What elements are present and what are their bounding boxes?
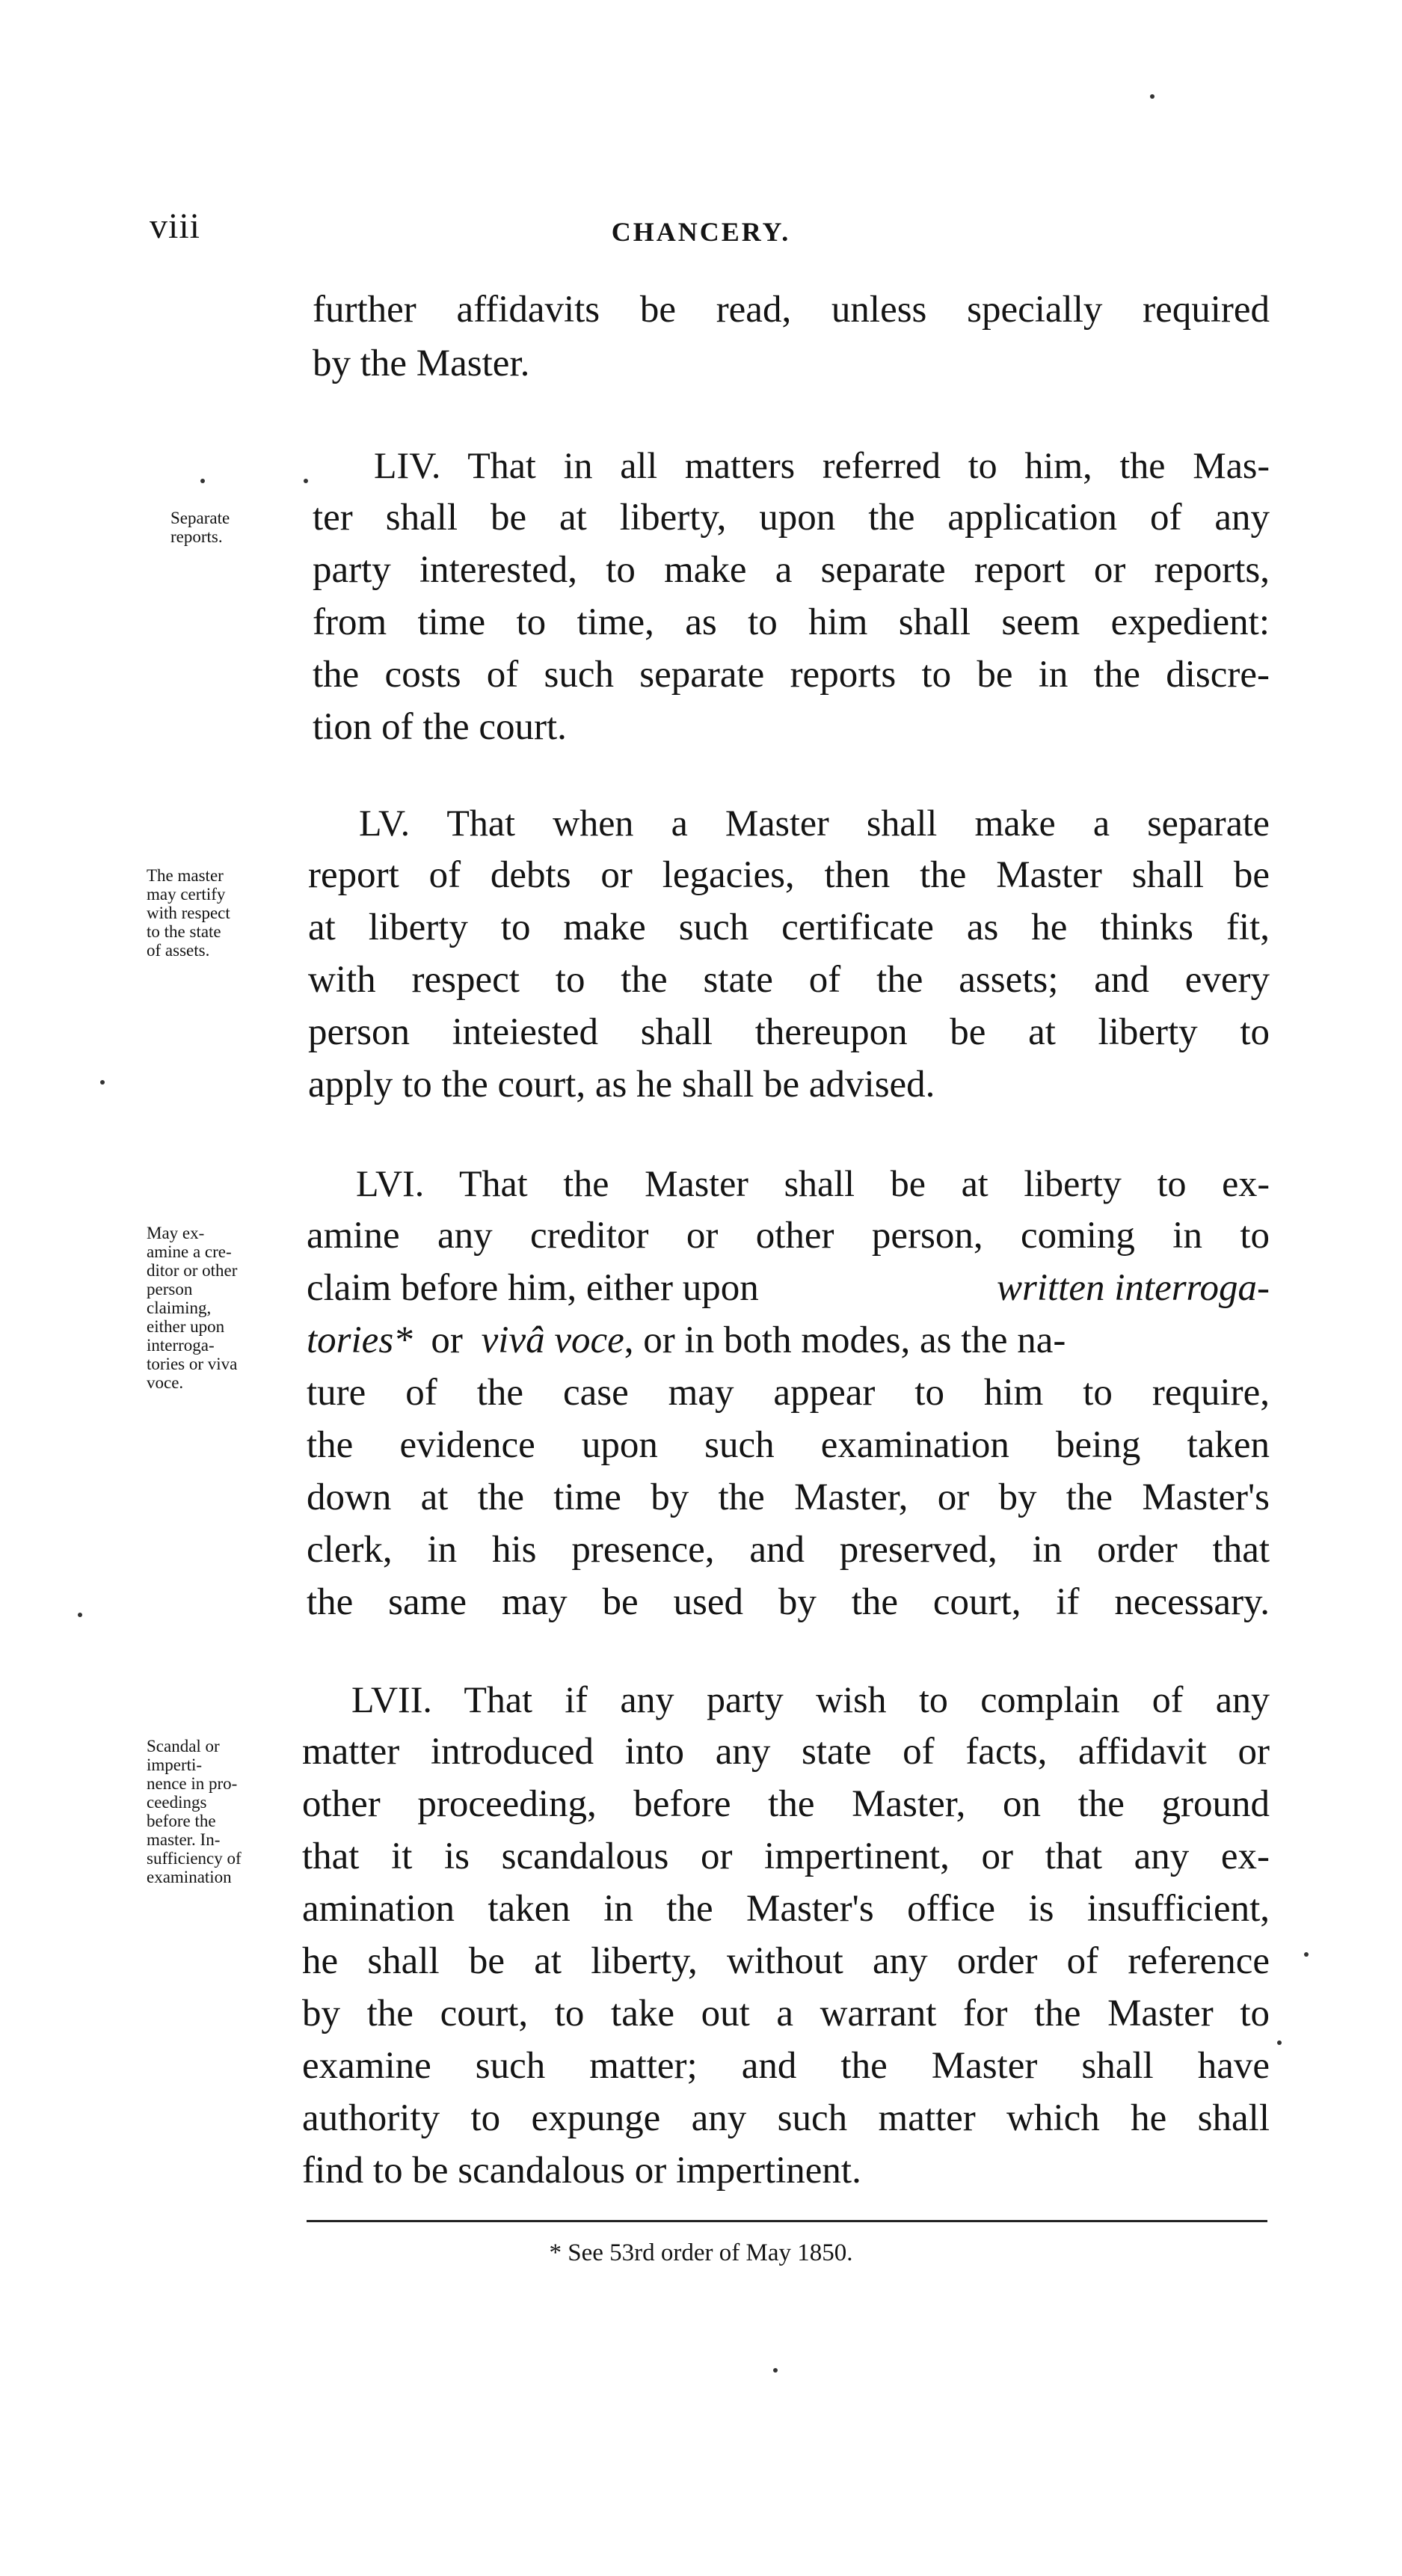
text-line: tion of the court. [313,706,567,748]
margin-note-scandal-impertinence: Scandal or imperti- nence in pro- ceedings before the master. In- sufficiency of examination [147,1737,242,1886]
text-line: apply to the court, as he shall be advised. [308,1064,935,1105]
text-line: matter introduced into any state of facts, affidavit or [302,1731,1270,1773]
text-line: by the Master. [313,343,530,384]
scan-speck [100,1080,105,1085]
italic-run: tories* [307,1319,413,1361]
text-line: down at the time by the Master, or by the Master's [307,1476,1270,1518]
text-run: or [431,1319,463,1361]
text-line: the same may be used by the court, if necessary. [307,1581,1270,1623]
margin-note-separate-reports: Separate reports. [170,509,230,546]
italic-run: written interroga- [996,1267,1270,1309]
scan-speck [773,2368,778,2373]
text-line: party interested, to make a separate report or reports, [313,549,1270,591]
text-line: ture of the case may appear to him to require, [307,1372,1270,1414]
scan-speck [1277,2040,1282,2045]
margin-note-master-may-certify: The master may certify with respect to the state of assets. [147,866,230,960]
text-line: authority to expunge any such matter which he shall [302,2097,1270,2139]
text-line-with-italics [307,1261,1270,1315]
article-lvi-opening: LVI. That the Master shall be at liberty to ex- [356,1162,1270,1204]
running-title: CHANCERY. [611,217,791,247]
text-line: at liberty to make such certificate as he thinks fit, [308,907,1270,948]
scan-speck [1150,94,1155,99]
text-line: from time to time, as to him shall seem expedient: [313,601,1270,643]
page-number: viii [150,206,201,246]
article-lv-opening: LV. That when a Master shall make a separate [359,802,1270,844]
scan-speck [304,479,308,483]
footnote-rule [307,2220,1267,2222]
text-line: clerk, in his presence, and preserved, in order that [307,1529,1270,1571]
page-header [0,206,1402,251]
article-liv-opening: LIV. That in all matters referred to him, the Mas- [374,444,1270,486]
footnote: * See 53rd order of May 1850. [549,2239,853,2266]
text-line-with-italics [307,1313,1270,1367]
margin-note-may-examine-creditor: May ex- amine a cre- ditor or other person claiming, either upon interroga- tories or viva voce. [147,1224,238,1392]
text-line: person inteiested shall thereupon be at liberty to [308,1011,1270,1053]
text-line: find to be scandalous or impertinent. [302,2150,861,2192]
text-line: with respect to the state of the assets; and every [308,959,1270,1001]
text-line: amination taken in the Master's office is insufficient, [302,1888,1270,1930]
text-line: further affidavits be read, unless specially required [313,289,1270,331]
text-line: report of debts or legacies, then the Master shall be [308,854,1270,896]
text-line: that it is scandalous or impertinent, or that any ex- [302,1836,1270,1877]
text-line: he shall be at liberty, without any order of reference [302,1940,1270,1982]
text-line: ter shall be at liberty, upon the application of any [313,497,1270,539]
text-run: claim before him, either upon [307,1267,759,1309]
scan-speck [78,1613,82,1617]
scan-speck [200,479,205,483]
text-line: the costs of such separate reports to be in the discre- [313,654,1270,696]
text-line: examine such matter; and the Master shall have [302,2045,1270,2087]
text-line: the evidence upon such examination being taken [307,1424,1270,1466]
italic-run: vivâ voce [481,1319,624,1361]
text-line: by the court, to take out a warrant for the Master to [302,1993,1270,2034]
article-lvii-opening: LVII. That if any party wish to complain of any [351,1678,1270,1720]
scan-speck [1304,1952,1309,1957]
text-line: amine any creditor or other person, coming in to [307,1215,1270,1257]
text-run: , or in both modes, as the na- [624,1319,1066,1361]
text-line: other proceeding, before the Master, on the ground [302,1783,1270,1825]
